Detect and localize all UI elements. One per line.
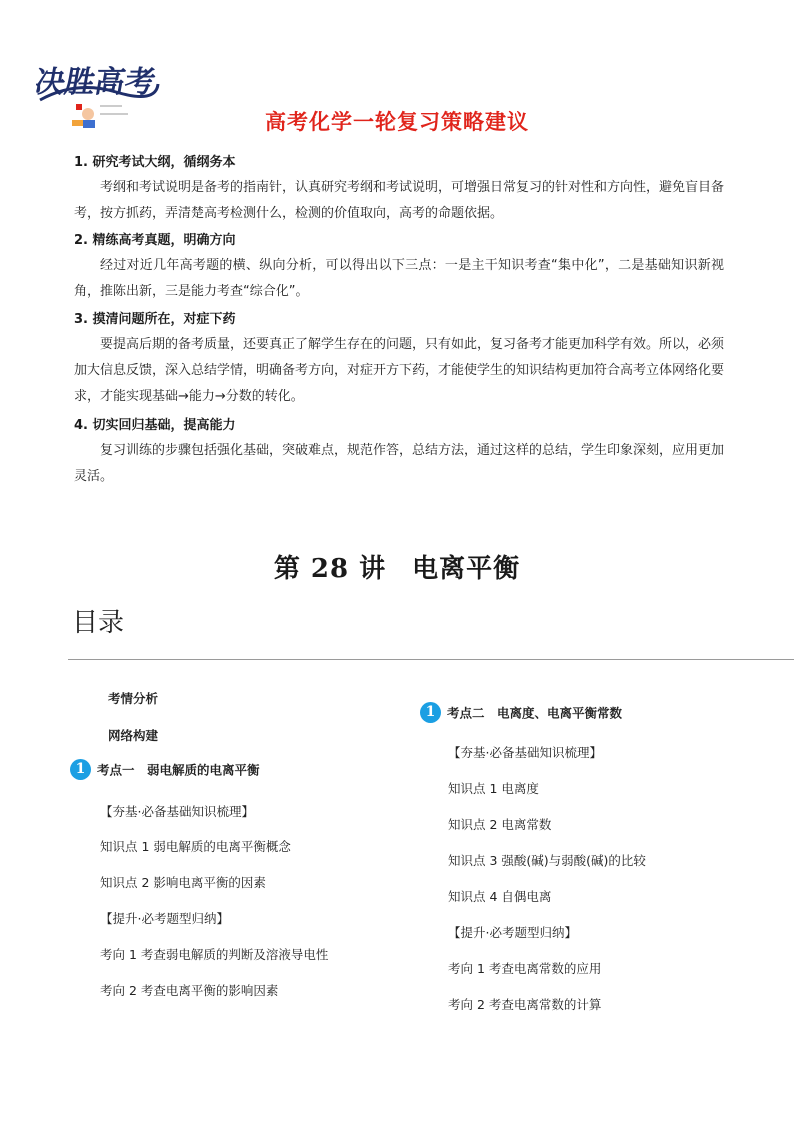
strategy-section-3 <box>74 308 724 410</box>
toc-divider <box>68 659 794 660</box>
toc-item-knowledge-2[interactable]: 知识点 2 电离常数 <box>448 817 552 832</box>
toc-item-analysis[interactable]: 考情分析 <box>108 691 159 706</box>
toc-item-label: 考点一 弱电解质的电离平衡 <box>97 762 260 778</box>
document-title <box>0 106 794 136</box>
logo-text: 决胜高考 <box>36 65 158 100</box>
document-title-text: 高考化学一轮复习策略建议 <box>265 110 529 134</box>
toc-item-knowledge-4[interactable]: 知识点 4 自偶电离 <box>448 889 552 904</box>
strategy-section-2 <box>74 229 724 305</box>
section-body: 考纲和考试说明是备考的指南针，认真研究考纲和考试说明，可增强日常复习的针对性和方向性，避免盲目备考，按方抓药，弄清楚高考检测什么，检测的价值取向，高考的命题依据。 <box>74 180 725 221</box>
strategy-section-1 <box>74 151 724 227</box>
section-body: 复习训练的步骤包括强化基础，突破难点，规范作答，总结方法，通过这样的总结，学生印象深刻，应用更加灵活。 <box>74 443 725 484</box>
toc-item-direction-1[interactable]: 考向 1 考查弱电解质的判断及溶液导电性 <box>100 947 329 962</box>
section-heading: 4. 切实回归基础，提高能力 <box>74 418 236 433</box>
lecture-title <box>0 548 794 585</box>
toc-item-knowledge-3[interactable]: 知识点 3 强酸(碱)与弱酸(碱)的比较 <box>448 853 646 868</box>
toc-item-network[interactable]: 网络构建 <box>108 728 159 743</box>
lecture-name: 电离平衡 <box>412 554 521 584</box>
point-number-badge: 1 <box>420 702 441 723</box>
toc-subhead-basics: 【夯基·必备基础知识梳理】 <box>100 804 254 819</box>
point-number-badge: 1 <box>70 759 91 780</box>
toc-subhead-basics: 【夯基·必备基础知识梳理】 <box>448 745 602 760</box>
section-body: 要提高后期的备考质量，还要真正了解学生存在的问题，只有如此，复习备考才能更加科学有效。所以，必须加大信息反馈，深入总结学情，明确备考方向，对症开方下药，才能使学生的知识结构更加符合高考立体网络化要求，才能实现基础→能力→分数的转化。 <box>74 337 725 404</box>
lecture-number: 第 28 讲 <box>273 554 387 584</box>
strategy-section-4 <box>74 414 724 490</box>
toc-title: 目录 <box>72 608 125 638</box>
section-body: 经过对近几年高考题的横、纵向分析，可以得出以下三点：一是主干知识考查“集中化”，二是基础知识新视角，推陈出新，三是能力考查“综合化”。 <box>74 258 724 299</box>
toc-subhead-skills: 【提升·必考题型归纳】 <box>448 925 577 940</box>
section-heading: 3. 摸清问题所在，对症下药 <box>74 312 236 327</box>
toc-item-knowledge-1[interactable]: 知识点 1 弱电解质的电离平衡概念 <box>100 839 291 854</box>
toc-item-point2[interactable] <box>420 702 622 723</box>
toc-item-direction-2[interactable]: 考向 2 考查电离平衡的影响因素 <box>100 983 279 998</box>
toc-item-knowledge-1[interactable]: 知识点 1 电离度 <box>448 781 539 796</box>
toc-subhead-skills: 【提升·必考题型归纳】 <box>100 911 229 926</box>
toc-item-direction-2[interactable]: 考向 2 考查电离常数的计算 <box>448 997 602 1012</box>
section-heading: 1. 研究考试大纲，循纲务本 <box>74 155 236 170</box>
toc-item-point1[interactable] <box>70 759 260 780</box>
toc-item-direction-1[interactable]: 考向 1 考查电离常数的应用 <box>448 961 602 976</box>
toc-item-label: 考点二 电离度、电离平衡常数 <box>447 705 623 721</box>
section-heading: 2. 精练高考真题，明确方向 <box>74 233 236 248</box>
toc-item-knowledge-2[interactable]: 知识点 2 影响电离平衡的因素 <box>100 875 266 890</box>
